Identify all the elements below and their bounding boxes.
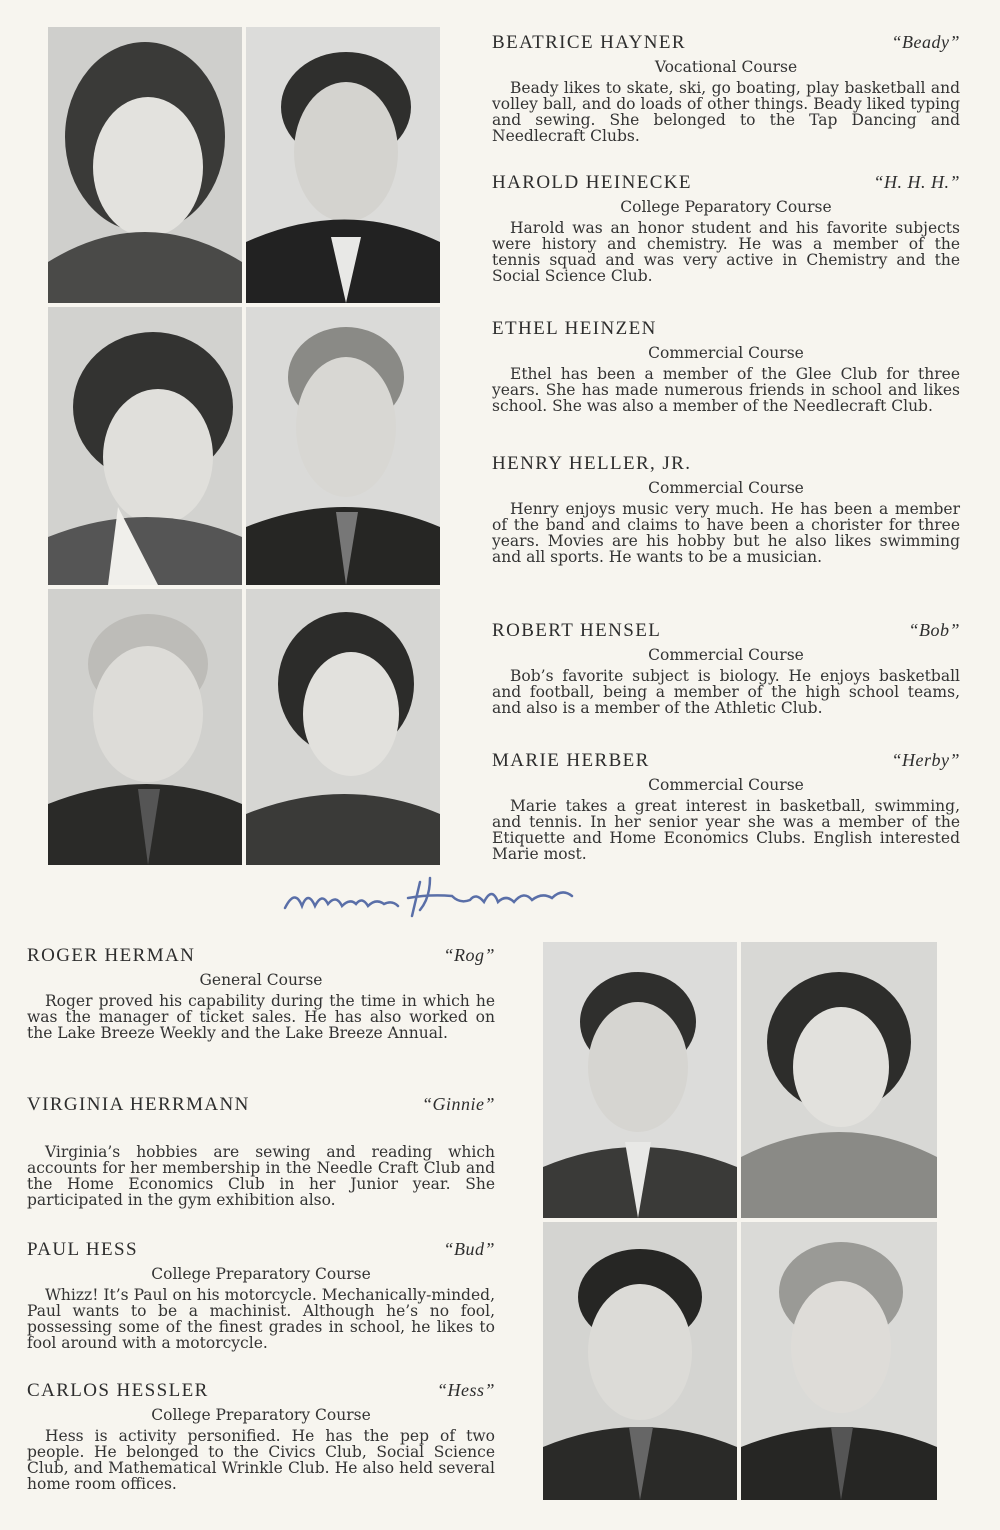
portrait-photo <box>246 307 440 585</box>
student-nickname: “Bob” <box>908 620 960 640</box>
student-nickname: “Ginnie” <box>421 1094 495 1114</box>
portrait-photo <box>741 942 937 1218</box>
student-name: ETHEL HEINZEN <box>492 318 657 339</box>
student-description: Ethel has been a member of the Glee Club for three years. She has made numerous friends in school and likes school. She was also a member of the Needlecraft Club. <box>492 365 960 415</box>
student-nickname: “Rog” <box>443 945 495 965</box>
portrait-photo <box>48 27 242 303</box>
portrait-photo <box>543 1222 737 1500</box>
student-entry <box>492 620 960 716</box>
course-name: Commercial Course <box>648 646 804 664</box>
student-description: Harold was an honor student and his favorite subjects were history and chemistry. He was a member of the tennis squad and was very active in Chemistry and the Social Science Club. <box>492 219 960 285</box>
course-name: Commercial Course <box>648 344 804 362</box>
course-name: General Course <box>199 971 323 989</box>
student-entry <box>27 1380 495 1492</box>
student-nickname: “Hess” <box>436 1380 495 1400</box>
student-name: PAUL HESS <box>27 1239 138 1260</box>
student-entry <box>27 1094 495 1208</box>
student-name: HENRY HELLER, JR. <box>492 453 692 474</box>
course-name: College Preparatory Course <box>151 1265 371 1283</box>
portrait-photo <box>246 589 440 865</box>
student-entry <box>27 945 495 1041</box>
student-entry <box>492 750 960 862</box>
course-name: Vocational Course <box>654 58 798 76</box>
course-name: Commercial Course <box>648 479 804 497</box>
student-description: Virginia’s hobbies are sewing and reading which accounts for her membership in the Needle Craft Club and the Home Economics Club in her Junior year. She participated in the gym exhibition also. <box>27 1143 495 1209</box>
student-nickname: “H. H. H.” <box>873 172 960 192</box>
student-name: HAROLD HEINECKE <box>492 172 692 193</box>
student-entry <box>27 1239 495 1351</box>
student-nickname: “Bud” <box>443 1239 495 1259</box>
student-nickname: “Beady” <box>891 32 960 52</box>
student-entry <box>492 318 960 414</box>
course-name: College Preparatory Course <box>151 1406 371 1424</box>
student-nickname: “Herby” <box>891 750 960 770</box>
student-description: Marie takes a great interest in basketball, swimming, and tennis. In her senior year she was a member of the Etiquette and Home Economics Clubs. English interested Marie most. <box>492 797 960 863</box>
portrait-photo <box>48 307 242 585</box>
student-description: Bob’s favorite subject is biology. He enjoys basketball and football, being a member of the high school teams, and also is a member of the Athletic Club. <box>492 667 960 717</box>
course-name: Commercial Course <box>648 776 804 794</box>
portrait-photo <box>246 27 440 303</box>
portrait-photo <box>741 1222 937 1500</box>
student-description: Henry enjoys music very much. He has been a member of the band and claims to have been a chorister for three years. Movies are his hobby but he also likes swimming and all sports. He wants to be a musician. <box>492 500 960 566</box>
student-name: CARLOS HESSLER <box>27 1380 209 1401</box>
student-name: BEATRICE HAYNER <box>492 32 686 53</box>
handwritten-signature <box>280 868 580 928</box>
course-name <box>27 1120 495 1140</box>
portrait-photo <box>48 589 242 865</box>
student-name: ROBERT HENSEL <box>492 620 662 641</box>
student-description: Hess is activity personified. He has the pep of two people. He belonged to the Civics Club, Social Science Club, and Mathematical Wrinkle Club. He also held several home room offices. <box>27 1427 495 1493</box>
student-entry <box>492 453 960 565</box>
portrait-photo <box>543 942 737 1218</box>
student-name: MARIE HERBER <box>492 750 650 771</box>
student-name: VIRGINIA HERRMANN <box>27 1094 250 1115</box>
student-name: ROGER HERMAN <box>27 945 196 966</box>
course-name: College Peparatory Course <box>620 198 832 216</box>
student-entry <box>492 32 960 144</box>
student-description: Whizz! It’s Paul on his motorcycle. Mechanically-minded, Paul wants to be a machinist. Although he’s no fool, possessing some of the finest grades in school, he likes to fool around with a motorcycle. <box>27 1286 495 1352</box>
student-description: Roger proved his capability during the time in which he was the manager of ticket sales. He has also worked on the Lake Breeze Weekly and the Lake Breeze Annual. <box>27 992 495 1042</box>
student-description: Beady likes to skate, ski, go boating, play basketball and volley ball, and do loads of other things. Beady liked typing and sewing. She belonged to the Tap Dancing and Needlecraft Clubs. <box>492 79 960 145</box>
student-entry <box>492 172 960 284</box>
